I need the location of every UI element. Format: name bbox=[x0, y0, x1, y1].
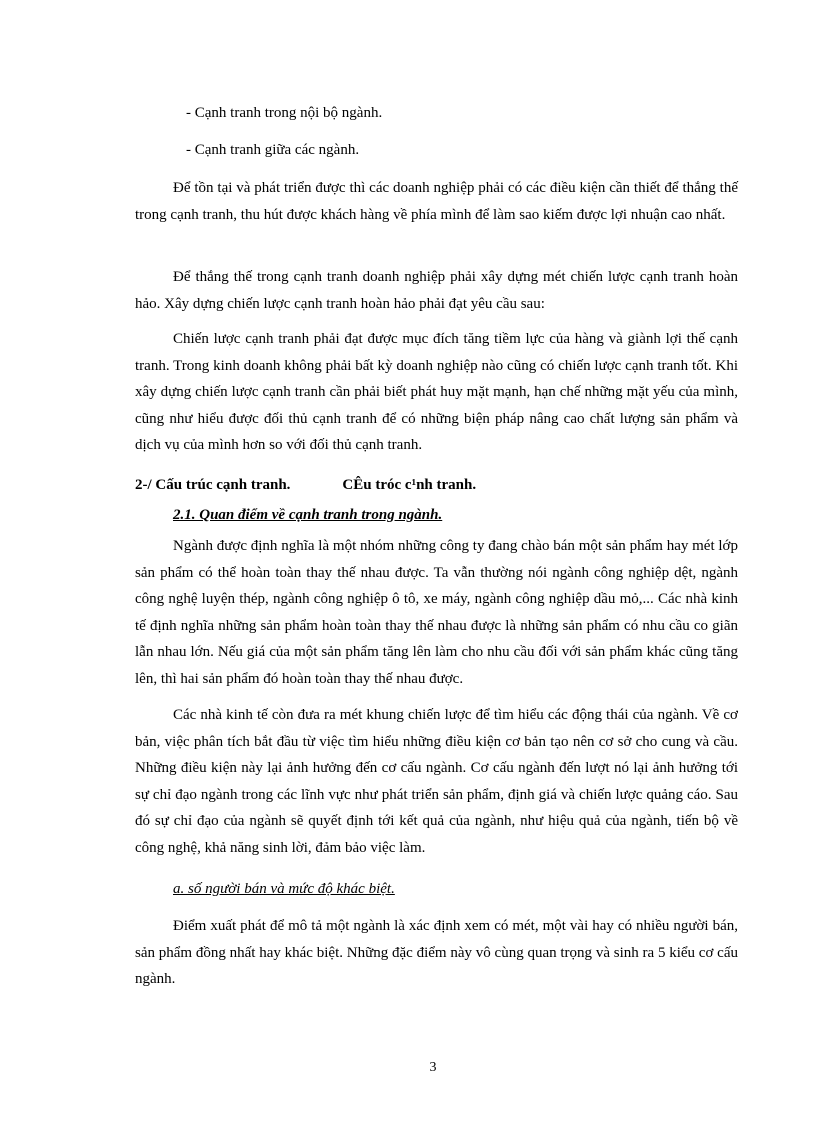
bullet-competition-within-industry: - Cạnh tranh trong nội bộ ngành. bbox=[186, 105, 383, 121]
bullet-competition-between-industries: - Cạnh tranh giữa các ngành. bbox=[186, 142, 360, 158]
paragraph-perfect-strategy: Để thắng thế trong cạnh tranh doanh nghiệp phải xây dựng mét chiến lược cạnh tranh hoàn hảo. Xây dựng chiến lược cạnh tranh hoàn hảo phải đạt yêu cầu sau: bbox=[135, 269, 738, 312]
section-heading-main: 2-/ Cấu trúc cạnh tranh. bbox=[135, 477, 291, 493]
paragraph-industry-definition: Ngành được định nghĩa là một nhóm những công ty đang chào bán một sản phẩm hay mét lớp sản phẩm có thể hoàn toàn thay thế nhau được. Ta vẫn thường nói ngành công nghiệp dệt, ngành công nghệ luyện thép, ngành công nghiệp ô tô, xe máy, ngành công nghiệp dầu mỏ,... Các nhà kinh tế định nghĩa những sản phẩm hoàn toàn thay thế nhau được là những sản phẩm có nhu cầu co giãn lẫn nhau lớn. Nếu giá của một sản phẩm tăng lên làm cho nhu cầu đối với sản phẩm khác cũng tăng lên, thì hai sản phẩm đó hoàn toàn thay thế nhau được. bbox=[135, 538, 738, 687]
page-number: 3 bbox=[429, 1060, 437, 1075]
section-heading-garbled: CÊu tróc c¹nh tranh. bbox=[342, 477, 477, 493]
paragraph-starting-point: Điểm xuất phát để mô tả một ngành là xác định xem có mét, một vài hay có nhiều người bán, sản phẩm đồng nhất hay khác biệt. Những đặc điểm này vô cùng quan trọng và sinh ra 5 kiểu cơ cấu ngành. bbox=[135, 918, 738, 988]
section-heading bbox=[135, 476, 476, 494]
paragraph-strategy-requirements: Chiến lược cạnh tranh phải đạt được mục đích tăng tiềm lực của hàng và giành lợi thế cạnh tranh. Trong kinh doanh không phải bất kỳ doanh nghiệp nào cũng có chiến lược cạnh tranh tốt. Khi xây dựng chiến lược cạnh tranh cần phải biết phát huy mặt mạnh, hạn chế những mặt yếu của mình, cũng như hiểu được đối thủ cạnh tranh để có những biện pháp nâng cao chất lượng sản phẩm và dịch vụ của mình hơn so với đối thủ cạnh tranh. bbox=[135, 331, 738, 454]
paragraph-survival-conditions: Để tồn tại và phát triển được thì các doanh nghiệp phải có các điều kiện cần thiết để thắng thế trong cạnh tranh, thu hút được khách hàng về phía mình để làm sao kiếm được lợi nhuận cao nhất. bbox=[135, 180, 738, 223]
subsection-heading-number-of-sellers: a. số người bán và mức độ khác biệt. bbox=[173, 881, 395, 897]
subsection-heading-industry-competition: 2.1. Quan điểm về cạnh tranh trong ngành. bbox=[173, 507, 443, 523]
paragraph-strategic-framework: Các nhà kinh tế còn đưa ra mét khung chiến lược để tìm hiểu các động thái của ngành. Về cơ bản, việc phân tích bắt đầu từ việc tìm hiểu những điều kiện cơ bản tạo nên cơ sở cho cung và cầu. Những điều kiện này lại ảnh hưởng đến cơ cấu ngành. Cơ cấu ngành đến lượt nó lại ảnh hưởng tới sự chỉ đạo ngành trong các lĩnh vực như phát triển sản phẩm, định giá và chiến lược quảng cáo. Sau đó sự chỉ đạo của ngành sẽ quyết định tới kết quả của ngành, như hiệu quả của ngành, tiến bộ về công nghệ, khả năng sinh lời, đảm bảo việc làm. bbox=[135, 707, 738, 856]
